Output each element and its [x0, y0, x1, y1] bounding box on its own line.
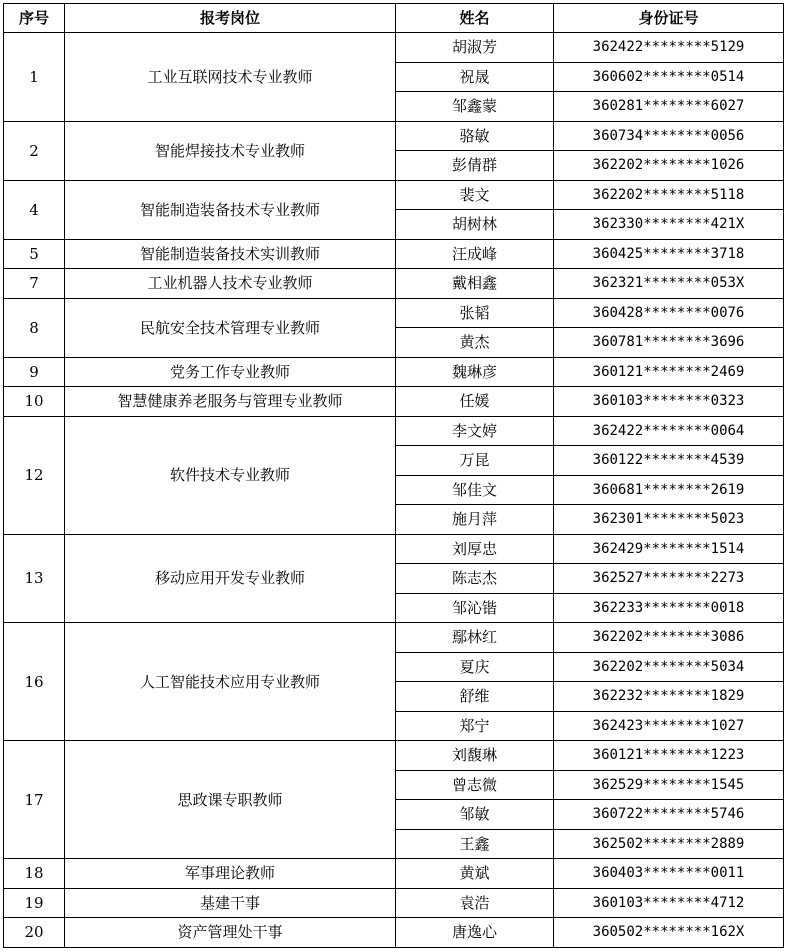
name-cell: 邹敏: [396, 800, 554, 830]
name-cell: 李文婷: [396, 416, 554, 446]
post-cell: 党务工作专业教师: [65, 357, 396, 387]
name-cell: 刘馥琳: [396, 741, 554, 771]
seq-cell: 13: [4, 534, 65, 623]
name-cell: 胡树林: [396, 210, 554, 240]
post-cell: 军事理论教师: [65, 859, 396, 889]
id-number-cell: 362301********5023: [554, 505, 784, 535]
seq-cell: 2: [4, 121, 65, 180]
id-number-cell: 360122********4539: [554, 446, 784, 476]
id-number-cell: 362202********1026: [554, 151, 784, 181]
name-cell: 施月萍: [396, 505, 554, 535]
name-cell: 汪成峰: [396, 239, 554, 269]
id-number-cell: 362422********5129: [554, 33, 784, 63]
id-number-cell: 362330********421X: [554, 210, 784, 240]
post-cell: 民航安全技术管理专业教师: [65, 298, 396, 357]
name-cell: 黄斌: [396, 859, 554, 889]
post-cell: 思政课专职教师: [65, 741, 396, 859]
table-body: [4, 33, 784, 948]
header-seq: 序号: [4, 4, 65, 33]
post-cell: 智能焊接技术专业教师: [65, 121, 396, 180]
header-name: 姓名: [396, 4, 554, 33]
header-id: 身份证号: [554, 4, 784, 33]
id-number-cell: 362202********3086: [554, 623, 784, 653]
table-row: [4, 239, 784, 269]
table-row: [4, 416, 784, 446]
post-cell: 基建干事: [65, 888, 396, 918]
name-cell: 邹沁锴: [396, 593, 554, 623]
post-cell: 工业互联网技术专业教师: [65, 33, 396, 122]
seq-cell: 16: [4, 623, 65, 741]
id-number-cell: 360121********1223: [554, 741, 784, 771]
id-number-cell: 360281********6027: [554, 92, 784, 122]
id-number-cell: 360781********3696: [554, 328, 784, 358]
name-cell: 刘厚忠: [396, 534, 554, 564]
id-number-cell: 362502********2889: [554, 829, 784, 859]
id-number-cell: 362529********1545: [554, 770, 784, 800]
table-row: [4, 121, 784, 151]
header-row: [4, 4, 784, 33]
table-row: [4, 180, 784, 210]
id-number-cell: 362429********1514: [554, 534, 784, 564]
post-cell: 智能制造装备技术专业教师: [65, 180, 396, 239]
id-number-cell: 362321********053X: [554, 269, 784, 299]
post-cell: 资产管理处干事: [65, 918, 396, 948]
name-cell: 郑宁: [396, 711, 554, 741]
name-cell: 魏琳彦: [396, 357, 554, 387]
id-number-cell: 360428********0076: [554, 298, 784, 328]
name-cell: 裴文: [396, 180, 554, 210]
id-number-cell: 362232********1829: [554, 682, 784, 712]
table-row: [4, 298, 784, 328]
name-cell: 戴相鑫: [396, 269, 554, 299]
name-cell: 舒维: [396, 682, 554, 712]
name-cell: 张韬: [396, 298, 554, 328]
table-row: [4, 534, 784, 564]
seq-cell: 7: [4, 269, 65, 299]
seq-cell: 19: [4, 888, 65, 918]
candidate-table: [3, 3, 784, 948]
name-cell: 骆敏: [396, 121, 554, 151]
post-cell: 工业机器人技术专业教师: [65, 269, 396, 299]
id-number-cell: 362233********0018: [554, 593, 784, 623]
seq-cell: 8: [4, 298, 65, 357]
seq-cell: 18: [4, 859, 65, 889]
name-cell: 邹佳文: [396, 475, 554, 505]
name-cell: 彭倩群: [396, 151, 554, 181]
id-number-cell: 362423********1027: [554, 711, 784, 741]
name-cell: 邹鑫蒙: [396, 92, 554, 122]
id-number-cell: 360425********3718: [554, 239, 784, 269]
name-cell: 唐逸心: [396, 918, 554, 948]
seq-cell: 12: [4, 416, 65, 534]
seq-cell: 9: [4, 357, 65, 387]
id-number-cell: 360681********2619: [554, 475, 784, 505]
seq-cell: 5: [4, 239, 65, 269]
name-cell: 夏庆: [396, 652, 554, 682]
seq-cell: 1: [4, 33, 65, 122]
name-cell: 袁浩: [396, 888, 554, 918]
name-cell: 曾志微: [396, 770, 554, 800]
id-number-cell: 362202********5118: [554, 180, 784, 210]
table-row: [4, 357, 784, 387]
id-number-cell: 360502********162X: [554, 918, 784, 948]
name-cell: 王鑫: [396, 829, 554, 859]
seq-cell: 10: [4, 387, 65, 417]
post-cell: 软件技术专业教师: [65, 416, 396, 534]
name-cell: 任媛: [396, 387, 554, 417]
name-cell: 胡淑芳: [396, 33, 554, 63]
name-cell: 黄杰: [396, 328, 554, 358]
seq-cell: 4: [4, 180, 65, 239]
header-post: 报考岗位: [65, 4, 396, 33]
id-number-cell: 362422********0064: [554, 416, 784, 446]
seq-cell: 20: [4, 918, 65, 948]
post-cell: 智慧健康养老服务与管理专业教师: [65, 387, 396, 417]
table-row: [4, 623, 784, 653]
id-number-cell: 360602********0514: [554, 62, 784, 92]
table-row: [4, 33, 784, 63]
post-cell: 智能制造装备技术实训教师: [65, 239, 396, 269]
name-cell: 祝晟: [396, 62, 554, 92]
post-cell: 移动应用开发专业教师: [65, 534, 396, 623]
name-cell: 鄢林红: [396, 623, 554, 653]
name-cell: 万昆: [396, 446, 554, 476]
table-row: [4, 859, 784, 889]
id-number-cell: 362202********5034: [554, 652, 784, 682]
id-number-cell: 360734********0056: [554, 121, 784, 151]
post-cell: 人工智能技术应用专业教师: [65, 623, 396, 741]
table-row: [4, 918, 784, 948]
table-row: [4, 269, 784, 299]
id-number-cell: 360722********5746: [554, 800, 784, 830]
table-row: [4, 888, 784, 918]
table-row: [4, 741, 784, 771]
table-row: [4, 387, 784, 417]
id-number-cell: 360103********4712: [554, 888, 784, 918]
id-number-cell: 360121********2469: [554, 357, 784, 387]
id-number-cell: 360403********0011: [554, 859, 784, 889]
seq-cell: 17: [4, 741, 65, 859]
name-cell: 陈志杰: [396, 564, 554, 594]
id-number-cell: 362527********2273: [554, 564, 784, 594]
id-number-cell: 360103********0323: [554, 387, 784, 417]
